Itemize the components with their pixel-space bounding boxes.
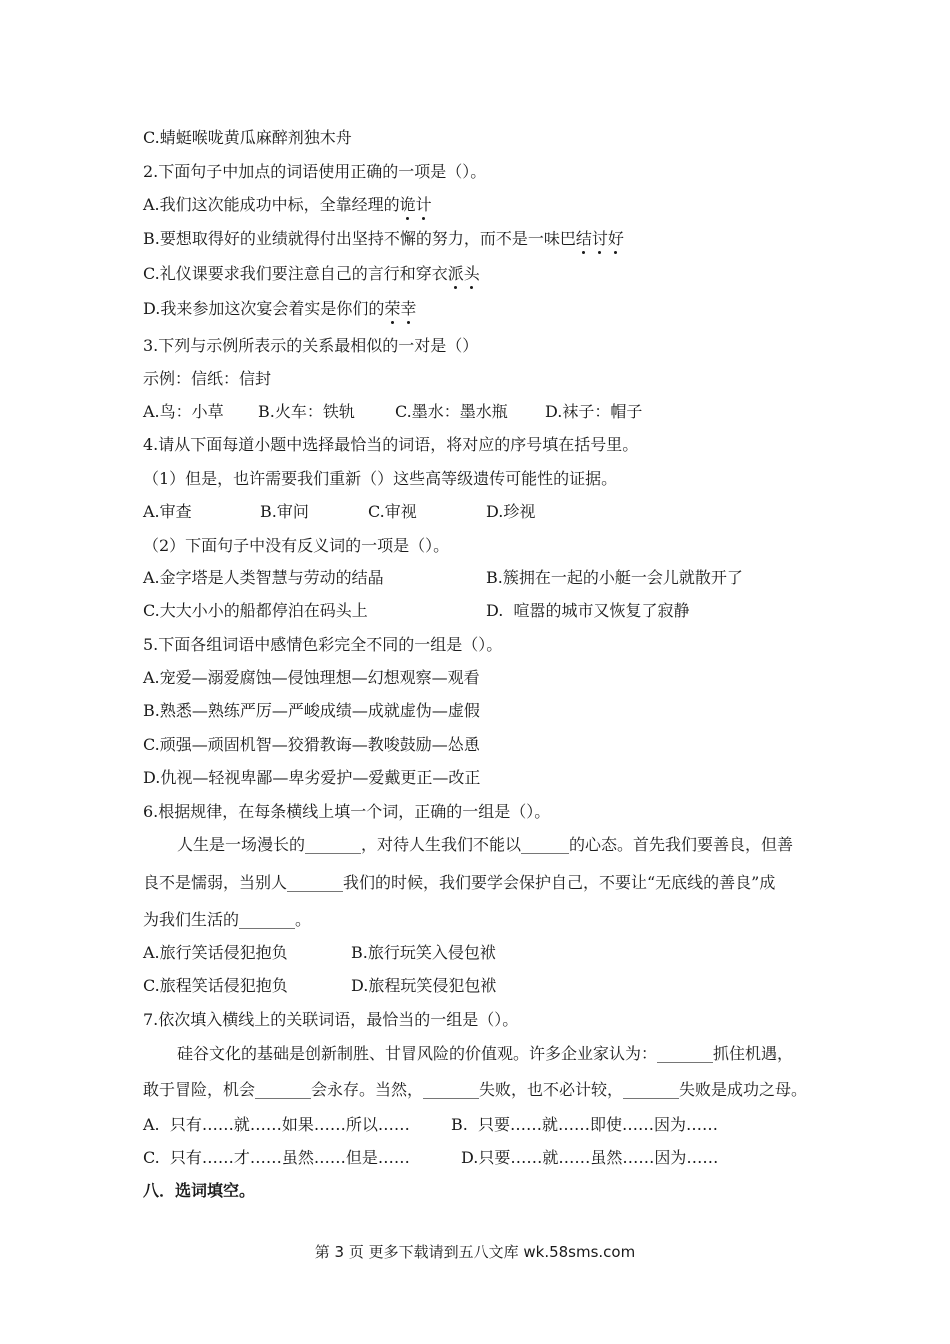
q4-sub2-option-b: B.簇拥在一起的小艇一会儿就散开了 [486, 568, 743, 587]
q6-row2 [143, 975, 496, 997]
q6-row1 [143, 942, 496, 964]
q7-option-b: B. 只要……就……即使……因为…… [451, 1115, 719, 1134]
q6-stem: 6.根据规律，在每条横线上填一个词，正确的一组是（）。 [143, 802, 551, 821]
q4-sub2-row1 [143, 567, 743, 589]
q7-row1 [143, 1114, 718, 1136]
q4-stem: 4.请从下面每道小题中选择最恰当的词语，将对应的序号填在括号里。 [143, 435, 639, 454]
q7-passage-line-1: 硅谷文化的基础是创新制胜、甘冒风险的价值观。许多企业家认为：_______抓住机遇， [177, 1044, 794, 1063]
q3-stem: 3.下列与示例所表示的关系最相似的一对是（） [143, 336, 479, 355]
q5-option-a: A.宠爱—溺爱腐蚀—侵蚀理想—幻想观察—观看 [143, 668, 480, 687]
q3-example: 示例：信纸：信封 [143, 369, 272, 388]
q7-row2 [143, 1147, 718, 1169]
q6-option-a: A.旅行笑话侵犯抱负 [143, 943, 288, 962]
q7-option-c: C. 只有……才……虽然……但是…… [143, 1148, 410, 1167]
q3-option-a: A.鸟：小草 [143, 402, 224, 421]
q6-passage-line-1: 人生是一场漫长的_______，对待人生我们不能以______的心态。首先我们要善良，但善 [177, 835, 794, 854]
q6-option-b: B.旅行玩笑入侵包袱 [351, 943, 496, 962]
q3-option-d: D.袜子：帽子 [545, 402, 643, 421]
q5-option-b: B.熟悉—熟练严厉—严峻成绩—成就虚伪—虚假 [143, 701, 480, 720]
emphasis-dot-char: 派 [447, 264, 464, 283]
emphasis-dot-char: 好 [607, 229, 624, 248]
q4-sub2-option-a: A.金字塔是人类智慧与劳动的结晶 [143, 568, 384, 587]
q7-option-a: A. 只有……就……如果……所以…… [143, 1115, 410, 1134]
emphasis-dot-char: 计 [415, 195, 432, 214]
q2-option-b: B.要想取得好的业绩就得付出坚持不懈的努力，而不是一味巴结讨好 [143, 229, 624, 248]
q2-option-a: A.我们这次能成功中标，全靠经理的诡计 [143, 195, 432, 214]
q2-stem: 2.下面句子中加点的词语使用正确的一项是（）。 [143, 162, 487, 181]
q6-passage-line-2: 良不是懦弱，当别人_______我们的时候，我们要学会保护自己，不要让“无底线的善良”成 [143, 873, 776, 892]
q5-option-d: D.仇视—轻视卑鄙—卑劣爱护—爱戴更正—改正 [143, 768, 481, 787]
q6-option-d: D.旅程玩笑侵犯包袱 [351, 976, 497, 995]
q2-option-c: C.礼仪课要求我们要注意自己的言行和穿衣派头 [143, 264, 480, 283]
q4-sub1: （1）但是，也许需要我们重新（）这些高等级遗传可能性的证据。 [143, 469, 618, 488]
section-8-heading: 八．选词填空。 [143, 1181, 256, 1200]
q1-option-c: C.蜻蜓喉咙黄瓜麻醉剂独木舟 [143, 128, 352, 147]
emphasis-dot-char: 讨 [591, 229, 608, 248]
emphasis-dot-char: 幸 [400, 299, 417, 318]
q2-a-dotted-word [400, 195, 432, 214]
q3-option-b: B.火车：铁轨 [258, 402, 355, 421]
q4-sub1-option-c: C.审视 [368, 502, 417, 521]
q7-passage-line-2: 敢于冒险，机会_______会永存。当然，_______失败，也不必计较，_______失败是成功之母。 [143, 1080, 808, 1099]
q5-stem: 5.下面各组词语中感情色彩完全不同的一组是（）。 [143, 635, 503, 654]
q4-sub1-option-a: A.审查 [143, 502, 192, 521]
q7-stem: 7.依次填入横线上的关联词语，最恰当的一组是（）。 [143, 1010, 519, 1029]
q3-options [143, 401, 642, 423]
q2-b-dotted-word [576, 229, 624, 248]
q6-passage-line-3: 为我们生活的_______。 [143, 910, 312, 929]
q4-sub2-row2 [143, 600, 690, 622]
q6-option-c: C.旅程笑话侵犯抱负 [143, 976, 288, 995]
q2-c-dotted-word [448, 264, 480, 283]
q4-sub1-option-d: D.珍视 [486, 502, 536, 521]
q7-option-d: D.只要……就……虽然……因为…… [461, 1148, 719, 1167]
q4-sub1-option-b: B.审问 [260, 502, 309, 521]
q4-sub2-option-c: C.大大小小的船都停泊在码头上 [143, 601, 368, 620]
q5-option-c: C.顽强—顽固机智—狡猾教诲—教唆鼓励—怂恿 [143, 735, 480, 754]
emphasis-dot-char: 荣 [384, 299, 401, 318]
emphasis-dot-char: 头 [463, 264, 480, 283]
emphasis-dot-char: 诡 [399, 195, 416, 214]
q2-option-d: D.我来参加这次宴会着实是你们的荣幸 [143, 299, 417, 318]
q4-sub2-option-d: D. 喧嚣的城市又恢复了寂静 [486, 601, 690, 620]
q4-sub2: （2）下面句子中没有反义词的一项是（）。 [143, 536, 450, 555]
q3-option-c: C.墨水：墨水瓶 [395, 402, 508, 421]
emphasis-dot-char: 结 [575, 229, 592, 248]
q4-sub1-options [143, 501, 535, 523]
page-footer: 第 3 页 更多下载请到五八文库 wk.58sms.com [314, 1243, 636, 1261]
q2-d-dotted-word [384, 299, 416, 318]
